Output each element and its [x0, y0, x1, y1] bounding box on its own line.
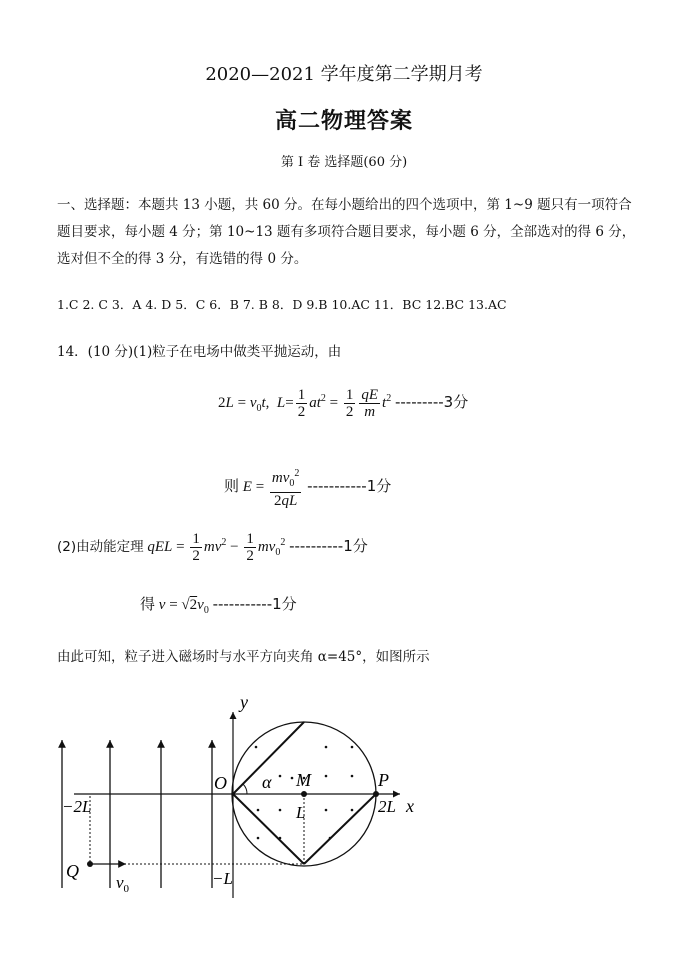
question-14-intro: 14．(10 分)(1)粒子在电场中做类平抛运动，由	[57, 344, 342, 360]
instructions-line-1: 一、选择题：本题共 13 小题，共 60 分。在每小题给出的四个选项中，第 1~9 题只有一项符合	[57, 197, 632, 213]
label-negL: −L	[212, 869, 233, 888]
label-alpha: α	[262, 772, 272, 792]
eq3-prefix: (2)由动能定理	[57, 538, 144, 555]
path-down-left	[233, 794, 304, 864]
score-3: ----------1分	[289, 536, 368, 555]
path-up-right	[304, 794, 376, 864]
label-Q: Q	[66, 861, 79, 881]
equation-3: (2)由动能定理 qEL = $\frac{1}{2}$ $mv^2$ − $\frac{1}{2}$ $mv_0^2$ ----------1分	[57, 531, 368, 564]
answer-key: 1.C 2. C 3．A 4. D 5．C 6．B 7. B 8．D 9.B 10.AC 11．BC 12.BC 13.AC	[57, 297, 507, 312]
instructions-line-2: 题目要求，每小题 4 分；第 10~13 题有多项符合题目要求，每小题 6 分，全部选对的得 6 分，	[57, 224, 636, 240]
equation-2: 则 E = $\frac{mv_0^2}{2qL}$ -----------1分	[224, 468, 392, 509]
label-x: x	[406, 796, 414, 816]
page-title: 高二物理答案	[274, 108, 413, 134]
score-1: ---------3分	[394, 392, 469, 411]
score-2: -----------1分	[307, 476, 392, 495]
label-P: P	[378, 770, 389, 790]
label-2L: 2L	[378, 797, 396, 816]
point-M	[301, 791, 307, 797]
section-title: 第 I 卷 选择题(60 分)	[280, 155, 408, 170]
label-M: M	[296, 770, 311, 790]
score-4: -----------1分	[212, 595, 297, 613]
label-L: L	[296, 803, 306, 822]
field-diagram	[0, 680, 688, 970]
equation-4: 得 $v = √2v_0$ -----------1分	[140, 595, 297, 616]
conclusion-text: 由此可知，粒子进入磁场时与水平方向夹角 α=45°，如图所示	[57, 649, 430, 665]
label-v0: $v_0$	[116, 873, 130, 895]
label-y: y	[240, 692, 248, 712]
point-Q	[87, 861, 93, 867]
eq2-prefix: 则	[224, 476, 240, 495]
eq4-prefix: 得	[140, 595, 156, 613]
alpha-arc	[243, 784, 247, 794]
equation-1: $2L = v_0t$, L= $\frac{1}{2}$ $at^2$ = $\frac{1}{2}$ $\frac{qE}{m}$ $t^2$ ---------3分	[218, 387, 469, 420]
label-O: O	[214, 773, 227, 793]
label-neg2L: −2L	[62, 797, 92, 816]
year-title: 2020—2021 学年度第二学期月考	[205, 64, 483, 85]
instructions-line-3: 选对但不全的得 3 分，有选错的得 0 分。	[57, 251, 308, 267]
